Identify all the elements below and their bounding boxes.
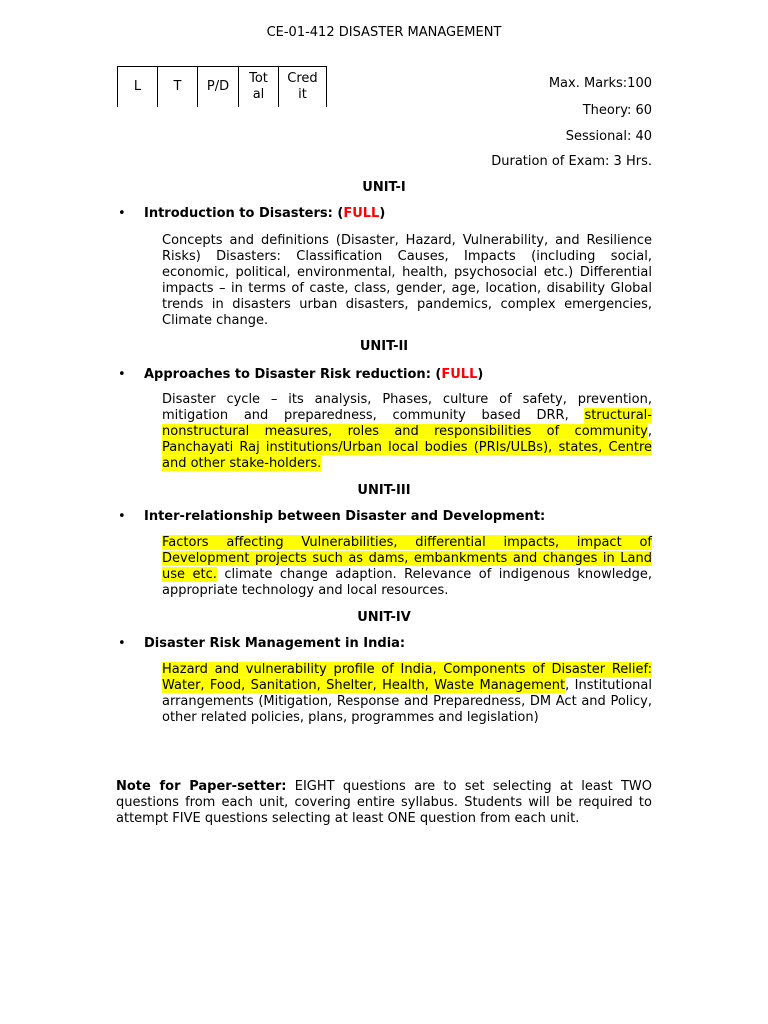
unit-1-label: UNIT-I — [362, 180, 406, 195]
ltp-cell-pd: P/D — [198, 67, 239, 108]
unit-4-heading: Disaster Risk Management in India: — [144, 636, 406, 651]
bullet-icon: • — [118, 636, 126, 651]
unit-1-heading: Introduction to Disasters: (FULL) — [144, 206, 386, 221]
ltp-cell-total: Tot al — [239, 67, 279, 108]
paper-setter-note: Note for Paper-setter: EIGHT questions are to set selecting at least TWO questions from each unit, covering entire syllabus. Students will be required to attempt FIVE questions selecting at least ONE question from each unit. — [116, 779, 652, 826]
theory-marks: Theory: 60 — [582, 103, 652, 118]
ltp-table — [117, 66, 327, 107]
unit-4-label: UNIT-IV — [357, 610, 411, 625]
note-label: Note for Paper-setter: — [116, 779, 287, 794]
ltp-cell-l: L — [118, 67, 158, 108]
bullet-icon: • — [118, 367, 126, 382]
highlight-text: Hazard and vulnerability profile of India, Components of Disaster Relief: Water, Food, Sanitation, Shelter, Health, Waste Management — [162, 662, 652, 693]
unit-3-heading: Inter-relationship between Disaster and Development: — [144, 509, 546, 524]
exam-duration: Duration of Exam: 3 Hrs. — [491, 154, 652, 169]
full-tag: FULL — [441, 367, 478, 382]
unit-2-label: UNIT-II — [359, 339, 409, 354]
sessional-marks: Sessional: 40 — [565, 129, 652, 144]
unit-3-content: Factors affecting Vulnerabilities, differential impacts, impact of Development projects such as dams, embankments and changes in Land use etc. climate change adaption. Relevance of indigenous knowledge, appropriate technology and local resources. — [162, 535, 652, 598]
bullet-icon: • — [118, 206, 126, 221]
highlight-text: Factors affecting Vulnerabilities, differential impacts, impact of Development projects such as dams, embankments and changes in Land use etc. — [162, 535, 652, 582]
unit-3-label: UNIT-III — [357, 483, 411, 498]
page-title: CE-01-412 DISASTER MANAGEMENT — [266, 25, 502, 40]
unit-2-heading: Approaches to Disaster Risk reduction: (FULL) — [144, 367, 484, 382]
max-marks: Max. Marks:100 — [548, 76, 652, 91]
full-tag: FULL — [343, 206, 380, 221]
unit-2-content: Disaster cycle – its analysis, Phases, culture of safety, prevention, mitigation and preparedness, community based DRR, structural-nonstructural measures, roles and responsibilities of community, Panchayati Raj institutions/Urban local bodies (PRIs/ULBs), states, Centre and other stake-holders. — [162, 392, 652, 471]
highlight-text: Panchayati Raj institutions/Urban local bodies (PRIs/ULBs), states, Centre and other stake-holders. — [162, 440, 652, 471]
unit-1-content: Concepts and definitions (Disaster, Hazard, Vulnerability, and Resilience Risks) Disasters: Classification Causes, Impacts (including social, economic, political, environmental, health, psychosocial etc.) Differential impacts – in terms of caste, class, gender, age, location, disability Global trends in disasters urban disasters, pandemics, complex emergencies, Climate change. — [162, 233, 652, 328]
bullet-icon: • — [118, 509, 126, 524]
ltp-cell-credit: Cred it — [279, 67, 327, 108]
highlight-text: structural-nonstructural measures, roles and responsibilities of community — [162, 408, 652, 439]
unit-4-content: Hazard and vulnerability profile of India, Components of Disaster Relief: Water, Food, Sanitation, Shelter, Health, Waste Management, Institutional arrangements (Mitigation, Response and Preparedness, DM Act and Policy, other related policies, plans, programmes and legislation) — [162, 662, 652, 725]
ltp-cell-t: T — [158, 67, 198, 108]
